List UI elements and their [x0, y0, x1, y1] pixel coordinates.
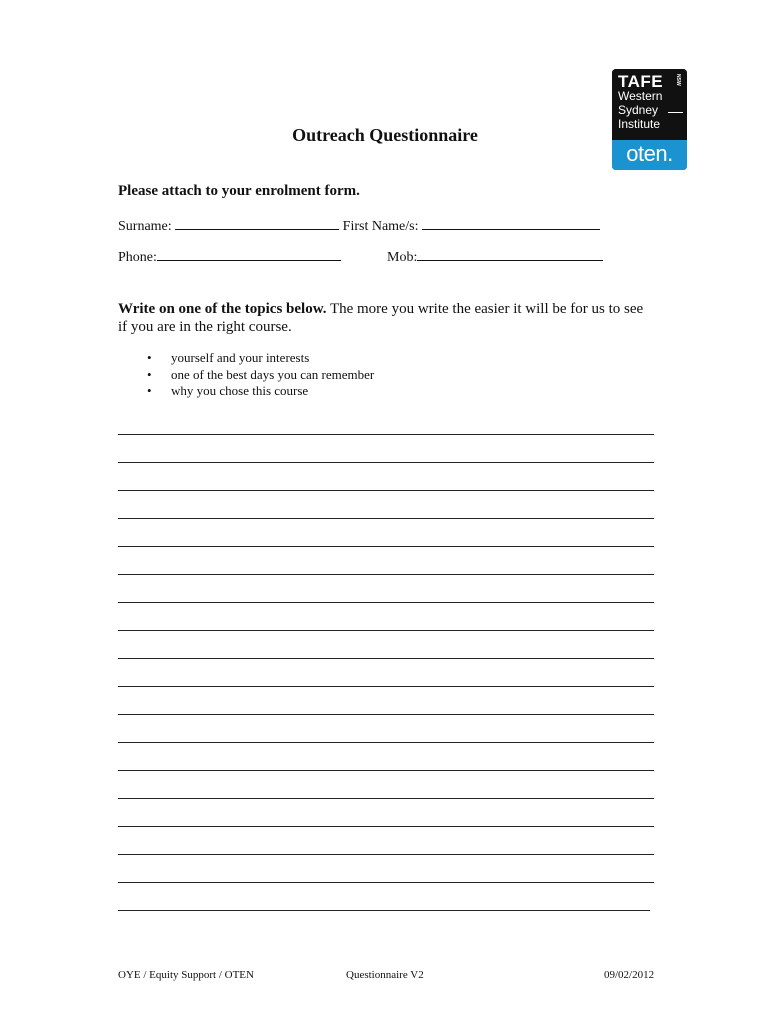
logo-sydney-text: Sydney [618, 103, 659, 117]
topic-text: why you chose this course [171, 383, 309, 398]
logo-divider [668, 112, 683, 113]
logo-oten-text: oten. [612, 140, 687, 170]
writing-line[interactable] [118, 518, 654, 519]
attach-instruction: Please attach to your enrolment form. [118, 183, 360, 199]
surname-label: Surname: [118, 219, 172, 234]
logo-nsw-text: NSW [675, 74, 681, 86]
bullet-icon: • [147, 366, 152, 382]
writing-line[interactable] [118, 462, 654, 463]
mob-label: Mob: [387, 250, 418, 265]
bullet-icon: • [147, 350, 152, 365]
writing-line[interactable] [118, 826, 654, 827]
page-title: Outreach Questionnaire [292, 125, 478, 145]
writing-line[interactable] [118, 434, 654, 435]
footer-department: OYE / Equity Support / OTEN [118, 969, 254, 981]
prompt-bold-text: Write on one of the topics below. [118, 301, 327, 317]
writing-line[interactable] [118, 882, 654, 883]
writing-line[interactable] [118, 854, 654, 855]
writing-line[interactable] [118, 574, 654, 575]
writing-line[interactable] [118, 490, 654, 491]
writing-line[interactable] [118, 798, 654, 799]
footer-version: Questionnaire V2 [346, 969, 424, 981]
logo-western-text: Western [618, 89, 663, 103]
writing-line[interactable] [118, 714, 654, 715]
writing-line[interactable] [118, 770, 654, 771]
writing-line[interactable] [118, 630, 654, 631]
phone-label: Phone: [118, 250, 157, 265]
writing-line[interactable] [118, 742, 654, 743]
topic-text: yourself and your interests [171, 350, 310, 365]
logo-tafe-text: TAFE [618, 72, 664, 91]
prompt-rest-text: The more you write the easier it will be for us to see if you are in the right course. [118, 301, 644, 335]
bullet-icon: • [147, 383, 152, 398]
writing-line[interactable] [118, 602, 654, 603]
logo-institute-text: Institute [618, 117, 661, 131]
writing-line[interactable] [118, 546, 654, 547]
writing-line[interactable] [118, 910, 650, 911]
writing-line[interactable] [118, 658, 654, 659]
topic-text: one of the best days you can remember [171, 366, 375, 382]
writing-line[interactable] [118, 686, 654, 687]
writing-area[interactable] [118, 0, 654, 1024]
first-name-label: First Name/s: [342, 219, 419, 234]
footer-date: 09/02/2012 [604, 969, 655, 981]
